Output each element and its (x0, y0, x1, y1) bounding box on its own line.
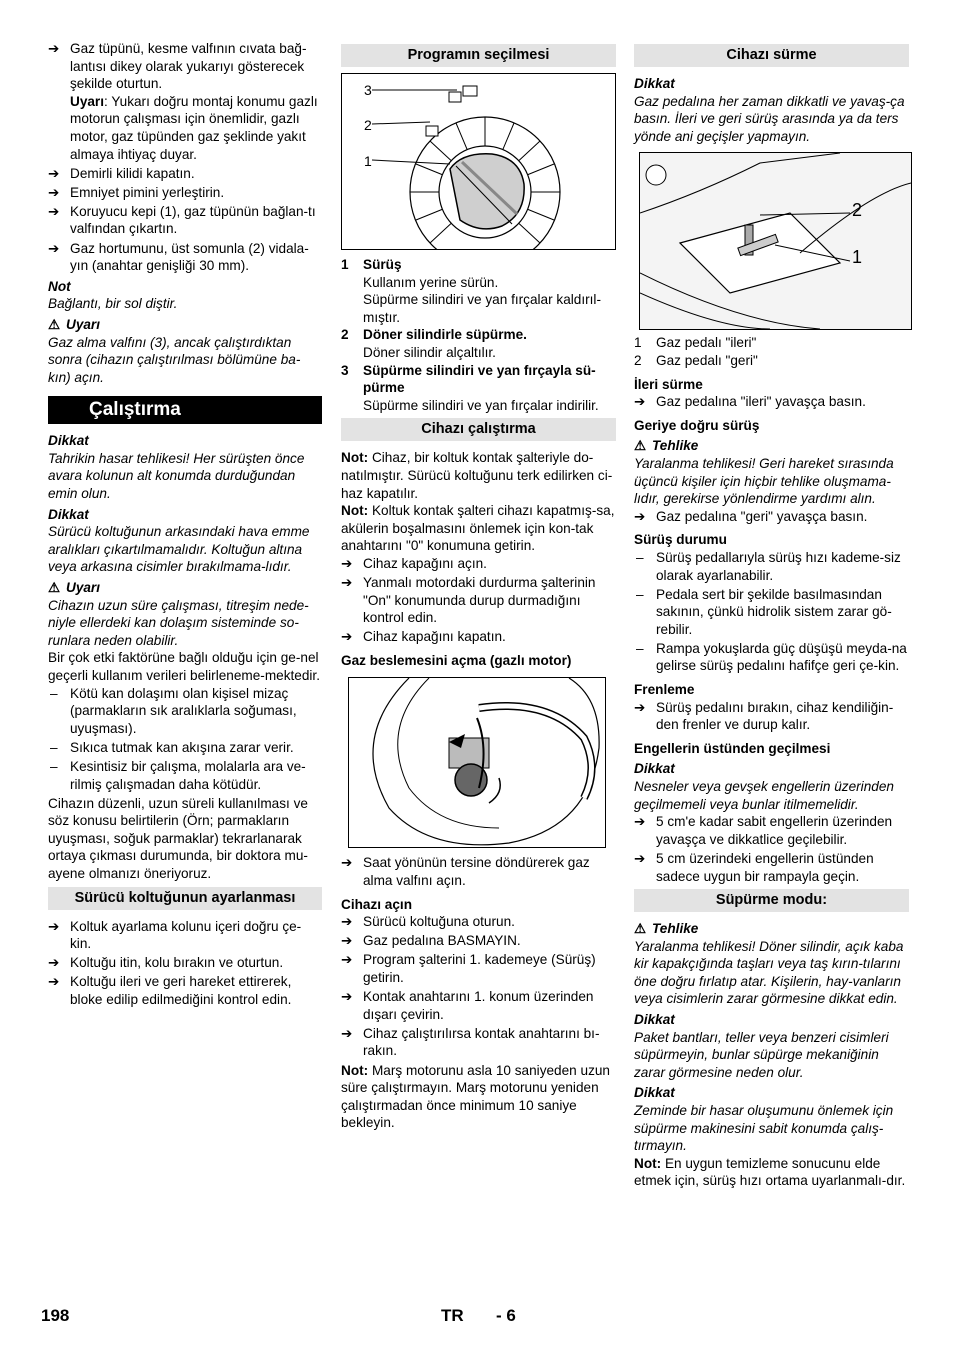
warning-text: Gaz alma valfını (3), ancak çalıştırdıktan sonra (cihazın çalıştırılması bölümüne ba-kın) açın. (48, 334, 301, 385)
caution-heading: Dikkat (634, 76, 675, 91)
instruction-item (48, 973, 322, 1008)
instruction-item (48, 954, 322, 972)
arrow-right-icon: ➔ (341, 629, 353, 645)
instruction-text: Program şalterini 1. kademeye (Sürüş) getirin. (363, 952, 596, 986)
body-paragraph: Bir çok etki faktörüne bağlı olduğu için ge-nel geçerli kullanım verileri belirleneme-mektedir. (48, 650, 320, 683)
instruction-item (48, 165, 322, 183)
list-item (634, 586, 909, 639)
instruction-item (48, 203, 322, 238)
arrow-right-icon: ➔ (48, 240, 60, 256)
figure-label: 1 (364, 153, 372, 169)
note-text: En uygun temizleme sonucunu elde etmek için, sürüş hızı ortama uyarlanmalı-dır. (634, 1155, 906, 1189)
numbered-list (341, 256, 616, 414)
list-text: Kesintisiz bir çalışma, molalarla ara ve-rilmiş çalışmadan daha kötüdür. (70, 758, 306, 792)
item-number: 2 (341, 327, 349, 343)
caution-text: Tahrikin hasar tehlikesi! Her sürüşten önce avara kolunun alt konumda durduğundan emin olun. (48, 450, 305, 502)
language-code: TR (441, 1306, 464, 1325)
arrow-right-icon: ➔ (341, 989, 353, 1005)
note-text: Marş motorunu asla 10 saniyeden uzun süre çalıştırmayın. Marş motorunu yeniden çalıştırmadan önce minimum 10 saniye bekleyin. (341, 1062, 610, 1131)
instruction-text: Emniyet pimini yerleştirin. (70, 184, 225, 200)
pedal-figure (639, 152, 912, 330)
item-number: 1 (341, 257, 349, 272)
instruction-item (634, 813, 909, 848)
warning-heading (48, 316, 322, 334)
instruction-item (634, 850, 909, 885)
instruction-text: Gaz tüpünü, kesme valfının cıvata bağ-lantısı dikey olarak yukarıyı gösterecek şekilde oturtun. (70, 41, 307, 92)
instruction-text: Koltuğu itin, kolu bırakın ve oturtun. (70, 955, 284, 971)
danger-text: Yaralanma tehlikesi! Geri hareket sırasında üçüncü kişiler için hiçbir tehlike oluşmama-lıdır, gerekirse yönlendirme yardımı alın. (634, 455, 894, 507)
danger-label: Tehlike (652, 921, 699, 937)
dash-bullet: – (50, 739, 58, 755)
instruction-text: Sürücü koltuğuna oturun. (363, 914, 515, 930)
arrow-right-icon: ➔ (48, 41, 60, 56)
instruction-text: Saat yönünün tersine döndürerek gaz alma valfını açın. (363, 855, 590, 889)
note-text: : Yukarı doğru montaj konumu gazlı motorun çalışması için önemlidir, gazlı motor, gaz tüpünden gaz şeklinde yakıt almaya ihtiyaç duyar. (70, 93, 318, 162)
subheading: Cihazı açın (341, 896, 413, 912)
caution-text: Nesneler veya gevşek engellerin üzerinden geçilmemeli veya bunlar itilmemelidir. (634, 779, 894, 812)
arrow-right-icon: ➔ (634, 850, 646, 866)
arrow-right-icon: ➔ (48, 184, 60, 200)
dash-bullet: – (50, 758, 58, 774)
program-switch-illustration (342, 74, 615, 249)
warning-triangle-icon: ⚠ (634, 438, 647, 454)
program-switch-figure (341, 73, 616, 250)
item-number: 3 (341, 362, 349, 378)
instruction-item (48, 184, 322, 202)
arrow-right-icon: ➔ (48, 955, 60, 971)
subheading: Frenleme (634, 682, 695, 698)
instruction-text: 5 cm üzerindeki engellerin üstünden sadece uygun bir rampayla geçin. (656, 850, 874, 884)
gas-valve-figure (348, 677, 606, 848)
instruction-text: Gaz pedalına BASMAYIN. (363, 933, 521, 949)
danger-heading (634, 437, 909, 455)
instruction-item (341, 628, 616, 646)
warning-heading (48, 579, 322, 597)
instruction-text: Demirli kilidi kapatın. (70, 165, 195, 181)
instruction-item (341, 988, 616, 1023)
warning-triangle-icon: ⚠ (634, 921, 647, 937)
arrow-right-icon: ➔ (341, 575, 353, 590)
dash-bullet: – (636, 549, 644, 565)
note-paragraph (341, 502, 616, 555)
item-title: Döner silindirle süpürme. (363, 327, 527, 343)
list-item (634, 549, 909, 584)
instruction-text: Kontak anahtarını 1. konum üzerinden dışarı çevirin. (363, 989, 594, 1022)
list-text: Sıkıca tutmak kan akışına zarar verir. (70, 739, 294, 755)
dash-bullet: – (50, 685, 58, 701)
item-text: Döner silindir alçaltılır. (363, 344, 496, 360)
note-paragraph (341, 1062, 616, 1132)
list-text: Rampa yokuşlarda güç düşüşü meyda-na gelirse sürüş pedalını hafifçe geri çe-kin. (656, 640, 907, 674)
item-title: Sürüş (363, 257, 402, 272)
danger-label: Tehlike (652, 438, 699, 454)
column-1 (48, 40, 322, 1010)
numbered-item (341, 326, 616, 361)
item-title: Süpürme silindiri ve yan fırçayla sü-pürme (363, 362, 596, 396)
instruction-text: Yanmalı motordaki durdurma şalterinin "On" konumunda durup durmadığını kontrol edin. (363, 575, 596, 626)
note-label: Not: (341, 450, 369, 466)
arrow-right-icon: ➔ (341, 855, 353, 871)
numbered-item (341, 362, 616, 415)
section-page: - 6 (496, 1306, 516, 1325)
instruction-item (48, 918, 322, 953)
subsection-band: Programın seçilmesi (341, 44, 616, 67)
column-2 (341, 40, 616, 1132)
figure-label: 2 (364, 117, 372, 133)
instruction-text: Cihaz çalıştırılırsa kontak anahtarını bı-rakın. (363, 1025, 600, 1059)
list-item (48, 685, 322, 738)
subsection-band: Süpürme modu: (634, 889, 909, 912)
instruction-item (634, 699, 909, 734)
arrow-right-icon: ➔ (634, 394, 646, 410)
subheading: Geriye doğru sürüş (634, 417, 760, 433)
note-label: Uyarı (70, 93, 105, 109)
arrow-right-icon: ➔ (634, 814, 646, 830)
instruction-item (341, 555, 616, 573)
subheading: Engellerin üstünden geçilmesi (634, 740, 831, 756)
note-label: Not: (634, 1155, 662, 1171)
note-text: Koltuk kontak şalteri cihazı kapatmış-sa, akülerin boşalmasını önlemek için kon-tak anahtarını "0" konumuna getirin. (341, 503, 615, 554)
instruction-text: Koruyucu kepi (1), gaz tüpünün bağlan-tı valfından çıkartın. (70, 203, 316, 237)
instruction-item (634, 508, 909, 526)
instruction-text: Gaz pedalına "ileri" yavaşça basın. (656, 394, 866, 410)
list-text: Pedala sert bir şekilde basılmasından sakının, çünkü hidrolik sistem zarar gö-rebilir. (656, 586, 892, 637)
instruction-text: 5 cm'e kadar sabit engellerin üzerinden yavaşça ve dikkatlice geçilebilir. (656, 814, 893, 847)
instruction-item (341, 932, 616, 950)
arrow-right-icon: ➔ (341, 952, 353, 968)
arrow-right-icon: ➔ (341, 933, 353, 949)
caption-number: 1 (634, 335, 642, 351)
list-text: Sürüş pedallarıyla sürüş hızı kademe-siz olarak ayarlanabilir. (656, 549, 901, 583)
pedal-illustration (640, 153, 911, 329)
note-paragraph (634, 1155, 909, 1190)
subsection-band: Sürücü koltuğunun ayarlanması (48, 887, 322, 910)
instruction-item (48, 240, 322, 275)
caution-text: Gaz pedalına her zaman dikkatli ve yavaş-ça basın. İleri ve geri sürüş arasında ya da ters yönde ani geçişler yapmayın. (634, 93, 905, 144)
instruction-item (48, 40, 322, 163)
subsection-band: Cihazı sürme (634, 44, 909, 67)
list-text: Kötü kan dolaşımı olan kişisel mizaç (parmakların sık aralıklarla soğuması, uyuşması). (70, 685, 297, 736)
caption-text: Gaz pedalı "ileri" (656, 335, 757, 351)
note-paragraph (341, 449, 616, 502)
dash-bullet: – (636, 586, 644, 602)
figure-label: 3 (364, 82, 372, 98)
instruction-text: Koltuğu ileri ve geri hareket ettirerek, bloke edilip edilmediğini kontrol edin. (70, 974, 292, 1007)
item-text: Süpürme silindiri ve yan fırçalar kaldırıl-mıştır. (363, 292, 601, 325)
caution-text: Zeminde bir hasar oluşumunu önlemek için süpürme makinesini sabit konumda çalış-tırmayın. (634, 1103, 894, 1154)
warning-label: Uyarı (66, 580, 101, 596)
warning-label: Uyarı (66, 316, 101, 332)
danger-text: Yaralanma tehlikesi! Döner silindir, açık kaba kir kapakçığında taşları veya taş kırın-tılarını öne doğru fırlatıp atar. Kişilerin, hay-vanların veya cisimlerin zarar görmesine dikkat edin. (634, 938, 904, 1007)
note-heading: Not (48, 278, 71, 294)
caution-heading: Dikkat (634, 1085, 675, 1101)
list-item (48, 739, 322, 757)
body-paragraph: Cihazın düzenli, uzun süreli kullanılması ve söz konusu belirtilerin (Örn; parmakların uyuşması, soğuk parmaklar) tekrarlanarak ortaya çıkması durumunda, bir doktora mu-ayene olmanızı öneriyoruz. (48, 795, 308, 882)
list-item (48, 758, 322, 793)
caution-heading: Dikkat (48, 433, 89, 449)
arrow-right-icon: ➔ (634, 699, 646, 715)
note-text: Cihaz, bir koltuk kontak şalteriyle do-natılmıştır. Sürücü koltuğunu terk edilirken ci-haz kapatılır. (341, 450, 613, 501)
caution-text: Paket bantları, teller veya benzeri cisimleri süpürmeyin, bunlar süpürge mekaniğinin zarar görmesine neden olur. (634, 1029, 889, 1080)
caption-text: Gaz pedalı "geri" (656, 352, 758, 368)
instruction-note (70, 93, 322, 163)
danger-heading (634, 920, 909, 938)
instruction-text: Gaz pedalına "geri" yavaşça basın. (656, 508, 868, 524)
note-label: Not: (341, 1062, 369, 1078)
section-title: Çalıştırma (48, 396, 322, 424)
arrow-right-icon: ➔ (634, 508, 646, 524)
instruction-item (341, 574, 616, 627)
subsection-band: Cihazı çalıştırma (341, 418, 616, 441)
instruction-text: Koltuk ayarlama kolunu içeri doğru çe-kin. (70, 918, 302, 952)
column-3 (634, 40, 909, 1190)
arrow-right-icon: ➔ (48, 918, 60, 934)
warning-triangle-icon: ⚠ (48, 316, 61, 332)
figure-label: 2 (852, 200, 863, 221)
gas-valve-illustration (349, 678, 605, 847)
caption-item (634, 352, 909, 370)
instruction-text: Gaz hortumunu, üst somunla (2) vidala-yın (anahtar genişliği 30 mm). (70, 240, 309, 274)
caution-text: Sürücü koltuğunun arkasındaki hava emme aralıkları çıkartılmamalıdır. Koltuğun altına veya arkasına cisimler bırakılmama-lıdır. (48, 524, 310, 575)
caution-heading: Dikkat (48, 506, 89, 522)
arrow-right-icon: ➔ (341, 555, 353, 571)
caption-number: 2 (634, 352, 642, 368)
figure-label: 1 (852, 247, 863, 268)
arrow-right-icon: ➔ (341, 1025, 353, 1041)
arrow-right-icon: ➔ (48, 974, 60, 990)
instruction-text: Cihaz kapağını kapatın. (363, 629, 506, 645)
instruction-text: Cihaz kapağını açın. (363, 555, 487, 571)
warning-triangle-icon: ⚠ (48, 580, 61, 596)
note-label: Not: (341, 503, 369, 519)
caption-item (634, 334, 909, 352)
caution-heading: Dikkat (634, 1012, 675, 1028)
caution-heading: Dikkat (634, 761, 675, 777)
arrow-right-icon: ➔ (341, 914, 353, 930)
numbered-item (341, 256, 616, 326)
subheading: Gaz beslemesini açma (gazlı motor) (341, 652, 572, 668)
instruction-item (634, 393, 909, 411)
arrow-right-icon: ➔ (48, 165, 60, 181)
subheading: Sürüş durumu (634, 532, 727, 548)
page-number: 198 (41, 1306, 70, 1325)
item-text: Süpürme silindiri ve yan fırçalar indirilir. (363, 397, 599, 413)
instruction-text: Sürüş pedalını bırakın, cihaz kendiliğin-den frenler ve durup kalır. (656, 699, 894, 733)
instruction-item (341, 951, 616, 986)
instruction-item (341, 854, 616, 889)
instruction-item (341, 1025, 616, 1060)
list-item (634, 640, 909, 675)
subheading: İleri sürme (634, 376, 703, 392)
arrow-right-icon: ➔ (48, 203, 60, 219)
warning-text: Cihazın uzun süre çalışması, titreşim nede-niyle ellerdeki kan dolaşım sisteminde so-runlara neden olabilir. (48, 597, 309, 648)
note-text: Bağlantı, bir sol diştir. (48, 296, 178, 312)
dash-bullet: – (636, 640, 644, 656)
item-text: Kullanım yerine sürün. (363, 274, 499, 290)
instruction-item (341, 913, 616, 931)
